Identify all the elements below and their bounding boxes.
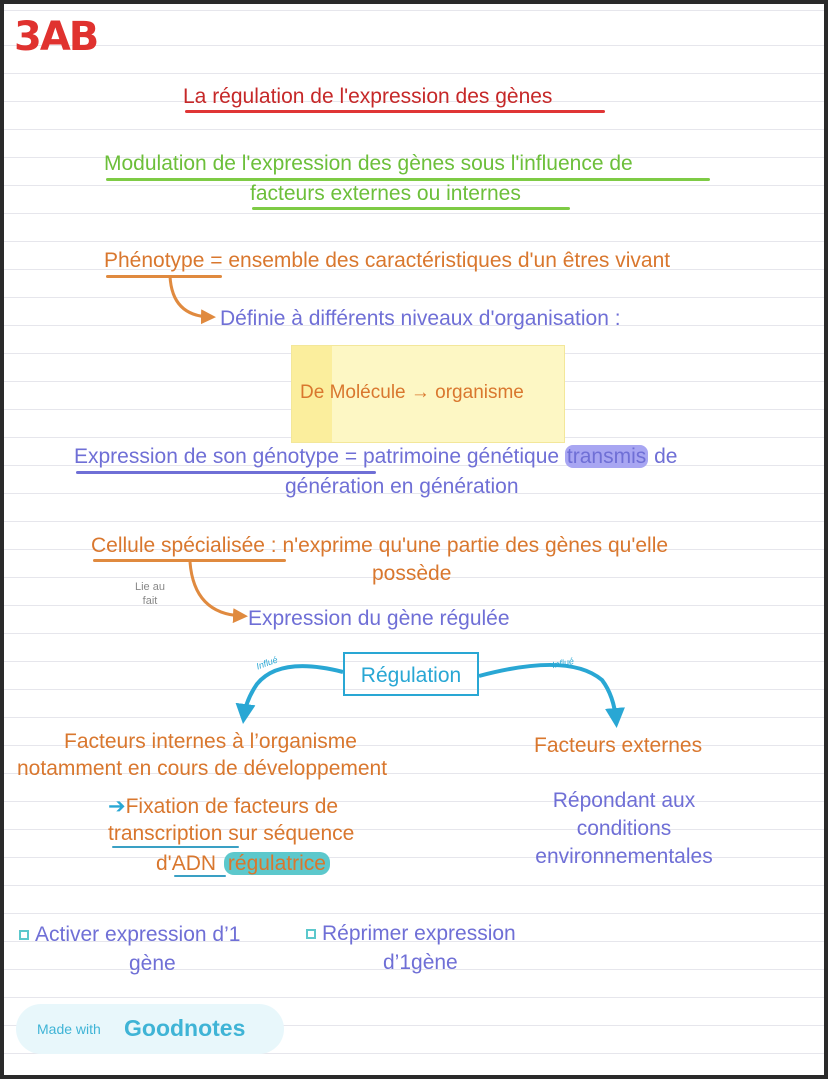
badge-brand: Goodnotes [124,1015,246,1041]
genotype-highlight: transmis [566,445,647,468]
activer-text: Activer expression d’1 [35,923,241,946]
note-page [4,4,824,1075]
fixation-prefix: d' [156,852,172,875]
left-influence-arrow [244,666,343,716]
reprimer-text: Réprimer expression [322,922,516,945]
phenotype-arrow-text: Définie à différents niveaux d'organisation : [220,307,621,330]
fixation-text-1: Fixation de facteurs de [125,795,339,818]
cellule-arrow [190,562,242,616]
genotype-definition-end: de [648,445,678,468]
external-line-1: Répondant aux [552,789,696,812]
subtitle-line-2: facteurs externes ou internes [250,182,521,205]
reprimer-line-2: d’1gène [383,951,458,974]
external-factors-title: Facteurs externes [534,734,703,757]
cellule-arrow-text: Expression du gène régulée [248,607,510,630]
right-influence-arrow [479,665,616,720]
arrows-layer [4,4,824,1075]
cellule-term: Cellule spécialisée [91,534,265,557]
external-line-3: environnementales [535,845,713,868]
cellule-line-2: possède [372,562,452,585]
fixation-arrow-icon: ➔ [108,795,126,818]
cellule-definition: : n'exprime qu'une partie des gènes qu'elle [264,534,669,557]
activer-line-2: gène [129,952,176,975]
subtitle-line-1: Modulation de l'expression des gènes sous l'influence de [104,152,633,175]
side-note-line-1: Lie au [135,581,165,593]
fixation-adn: ADN [171,852,217,875]
internal-factors-line-1: Facteurs internes à l’organisme [64,730,357,753]
level-box-text: De Molécule → organisme [300,382,524,403]
corner-label: 3AB [14,14,98,60]
right-influence-label: Influé [551,655,575,671]
fixation-term: transcription [108,822,223,845]
internal-factors-line-2: notamment en cours de développement [17,757,388,780]
phenotype-definition: = ensemble des caractéristiques d'un êtres vivant [204,249,671,272]
phenotype-term: Phénotype [104,249,205,272]
left-influence-label: Influé [254,654,280,672]
page-title: La régulation de l'expression des gènes [183,85,553,108]
fixation-text-2: sur séquence [222,822,355,845]
genotype-definition: = patrimoine génétique [339,445,565,468]
external-line-2: conditions [576,817,672,840]
genotype-line-2: génération en génération [285,475,519,498]
genotype-term: Expression de son génotype [74,445,340,468]
badge-made-with: Made with [37,1021,101,1037]
fixation-highlight: régulatrice [224,852,330,875]
side-note-line-2: fait [142,595,158,608]
phenotype-arrow [170,276,210,317]
regulation-label: Régulation [360,664,462,687]
